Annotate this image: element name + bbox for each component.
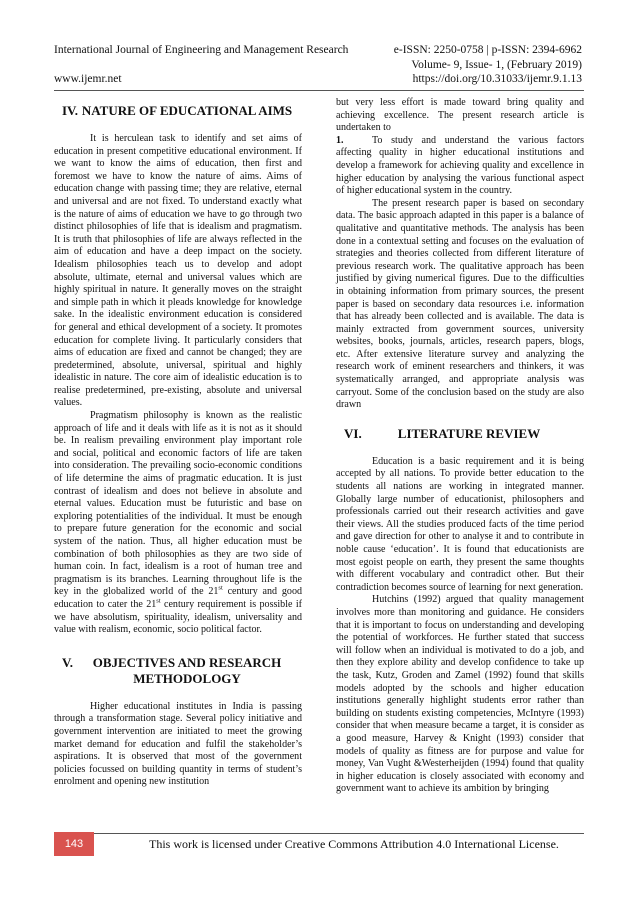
volume-issue: Volume- 9, Issue- 1, (February 2019): [411, 59, 582, 71]
paragraph: but very less effort is made toward bring quality and achieving excellence. The present research article is undertaken to: [336, 97, 584, 134]
paragraph: Education is a basic requirement and it is being accepted by all nations. To provide better education to the students all nations are working in integrated manner. Globally large number of educationist, philosophers and professionals carried out their research activities and gave their views. All the studies produced facts of the time period and gave direction for other to analyse it and to contribute in noble cause ‘education’. It is found that educationists are most egoist people on earth, they present the same thoughts with different vocabulary and contradict other. But their contradiction becomes source of learning for next generation.: [336, 455, 584, 593]
section-title: NATURE OF EDUCATIONAL AIMS: [81, 103, 293, 118]
page-footer: [54, 832, 584, 856]
doi-link[interactable]: https://doi.org/10.31033/ijemr.9.1.13: [412, 73, 582, 85]
section-heading-6: [336, 426, 584, 442]
section-heading-4: [54, 103, 302, 119]
paragraph: Higher educational institutes in India is passing through a transformation stage. Several policy initiative and government intervention are initiated to meet the growing market demand for education and fulfil the stakeholder’s aspirations. It is observed that most of the government policies focussed on building quantity in terms of student’s enrolment and opening new institution: [54, 700, 302, 788]
section-number: V.: [62, 654, 73, 670]
issn: e-ISSN: 2250-0758 | p-ISSN: 2394-6962: [393, 44, 582, 56]
page-number: 143: [54, 832, 94, 856]
section-number: IV.: [62, 103, 79, 118]
right-column: [336, 97, 584, 796]
header-rule: [54, 90, 584, 91]
paragraph: It is herculean task to identify and set aims of education in present competitive educational environment. If we want to know the aims of education, then first and foremost we have to know the nature of aims. Aims of education change with passing time; they are relative, eternal and universal and are not fixed. To understand exactly what is the nature of aims of education we have to go through two distinct philosophies of life that is idealism and pragmatism. It is truth that philosophies of life are always reflected in the aim of education and have a deep impact on the society. Idealism philosophies teach us to develop and adopt absolute, ultimate, eternal and universal values which are highly spiritual in nature. It generally moves on the straight and simple path in which it pleads knowledge for knowledge sake. In the idealistic environment education is considered for general and ethical development of a society. It promotes education for complete living. It particularly considers that aims of education are fixed and cannot be changed; they are predetermined, absolute, universal, spiritual and highly idealistic in nature. The core aim of idealistic education is to realise predetermined, pre-existing, absolute and universal values.: [54, 133, 302, 409]
section-heading-5: [54, 655, 302, 687]
objective-text: To study and understand the various factors affecting quality in higher educational institutions and develop a framework for achieving quality and excellence in higher education by analysing the various functional aspect of higher educational system in the country.: [336, 134, 584, 197]
paragraph: Hutchins (1992) argued that quality management involves more than monitoring and guidance. He considers that it is important to focus on understanding and developing the potential of workforces. He further stated that success will follow when an individual is motivated to do a job, and then they explore ability and develop confidence to take up the task, Kutz, Groden and Zamel (1992) found that skills models adopted by the schools and higher education institutions generally highlight students error rather than building on students existing competencies, McIntyre (1993) consider that when measure became a target, it is consider as a good measure, Harvey & Knight (1993) consider that models of quality as fitness are for purpose and value for money, Van Vught &Westerheijden (1994) found that quality in higher education is closely associated with economy and government want to achieve its ambition by bringing: [336, 594, 584, 795]
paragraph: The present research paper is based on secondary data. The basic approach adapted in this paper is a balance of qualitative and quantitative methods. The analysis has been done in a contextual setting and focuses on the evaluation of strategies and theories collected from different literature of previous research work. The qualitative approach has been justified by giving numerical figures. Due to the difficulties in obtaining information from primary sources, the present paper is based on secondary data resources i.e. information that has already been collected and is available. The data is mainly extracted from government sources, university websites, books, journals, articles, research papers, blogs, etc. After extensive literature survey and analyzing the research work of eminent researchers and thinkers, it was systematically arranged, and appropriate analysis was carryout. Some of the conclusion based on the study are also drawn: [336, 197, 584, 411]
section-title: OBJECTIVES AND RESEARCH METHODOLOGY: [92, 654, 282, 686]
paragraph: Pragmatism philosophy is known as the realistic approach of life and it deals with life as it is not as it should be. In realism prevailing environment play important role and social, political and economic factors of life are taken into consideration. The prevailing socio-economic conditions of life determine the aims of pragmatic education. It is just contrast of idealism and does not believe in absolute and eternal values. Education must be futuristic and base on exploring potentialities of the individual. It must be enough to prepare future generation for the economic and social system of the nation. Thus, all higher education must be combination of both philosophies as they are two side of human coin. In fact, idealism is a root of human tree and pragmatism is its branches. Learning throughout life is the key in the globalized world of the 21st century and good education to cater the 21st century requirement is possible if we have absolutism, spirituality, idealism, universality and value with realism, economic, socio political factor.: [54, 410, 302, 636]
left-column: [54, 97, 302, 789]
journal-website-link[interactable]: www.ijemr.net: [54, 73, 122, 85]
journal-name: International Journal of Engineering and Management Research: [54, 44, 349, 56]
section-number: VI.: [344, 425, 362, 441]
objective-item: [336, 135, 584, 198]
license-notice: This work is licensed under Creative Commons Attribution 4.0 International License.: [149, 837, 559, 851]
section-title: LITERATURE REVIEW: [397, 425, 541, 441]
objective-number: 1.: [336, 134, 344, 146]
